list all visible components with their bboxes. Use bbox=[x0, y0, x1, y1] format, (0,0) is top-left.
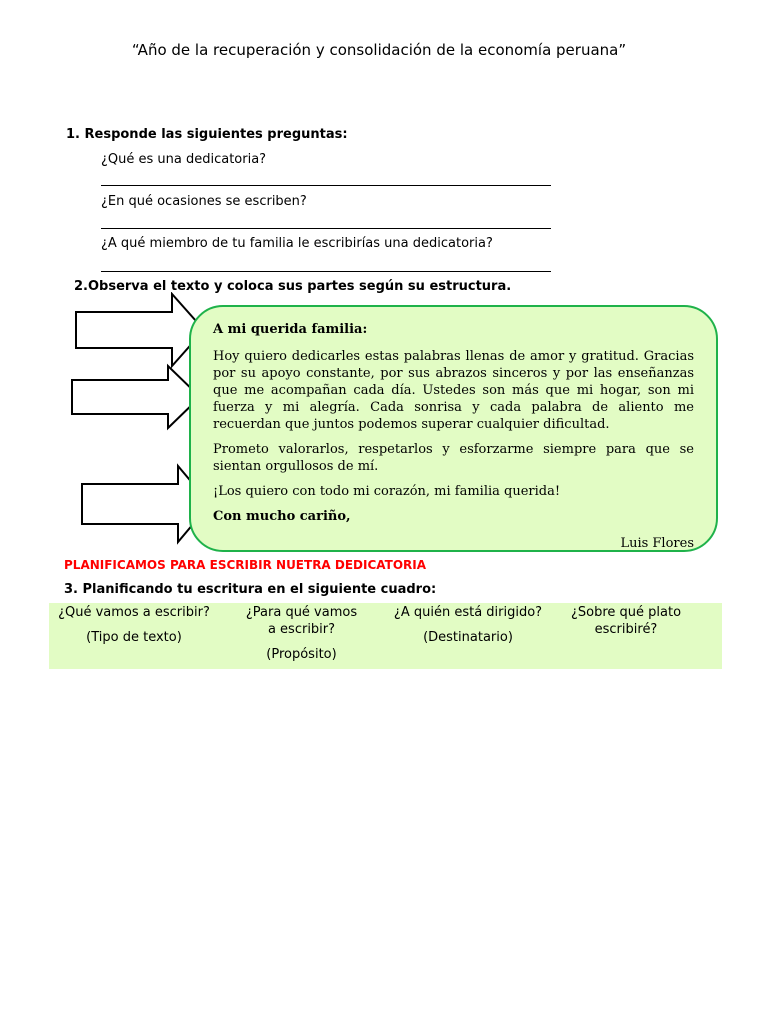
answer-line-2[interactable] bbox=[101, 228, 551, 229]
letter-closing: Con mucho cariño, bbox=[213, 509, 351, 524]
plan-column-type[interactable] bbox=[49, 604, 219, 646]
question-1: ¿Qué es una dedicatoria? bbox=[101, 152, 267, 167]
letter-greeting: A mi querida familia: bbox=[213, 322, 368, 337]
plan-column-purpose[interactable] bbox=[219, 604, 384, 663]
letter-card bbox=[189, 305, 718, 552]
plan-column-recipient[interactable] bbox=[384, 604, 552, 646]
letter-paragraph: ¡Los quiero con todo mi corazón, mi familia querida! bbox=[213, 484, 561, 499]
section2-heading: 2.Observa el texto y coloca sus partes según su estructura. bbox=[74, 279, 512, 294]
document-title: “Año de la recuperación y consolidación de la economía peruana” bbox=[131, 41, 627, 59]
plan-column-topic[interactable] bbox=[552, 604, 700, 638]
answer-line-3[interactable] bbox=[101, 271, 551, 272]
plan-column-hint: (Propósito) bbox=[266, 647, 337, 662]
plan-column-question: ¿Qué vamos a escribir? bbox=[58, 605, 210, 620]
question-2: ¿En qué ocasiones se escriben? bbox=[101, 194, 307, 209]
question-3: ¿A qué miembro de tu familia le escribirías una dedicatoria? bbox=[101, 236, 493, 251]
plan-column-hint: (Tipo de texto) bbox=[86, 630, 182, 645]
planning-section-title: PLANIFICAMOS PARA ESCRIBIR NUETRA DEDICATORIA bbox=[64, 558, 427, 572]
section1-heading: 1. Responde las siguientes preguntas: bbox=[66, 127, 348, 142]
section3-heading: 3. Planificando tu escritura en el siguiente cuadro: bbox=[64, 582, 437, 597]
arrow-right-icon bbox=[64, 360, 204, 440]
letter-paragraph: Hoy quiero dedicarles estas palabras llenas de amor y gratitud. Gracias por su apoyo constante, por sus abrazos sinceros y por las enseñanzas que me acompañan cada día. Ustedes son más que mi hogar, son mi fuerza y mi alegría. Cada sonrisa y cada palabra de aliento me recuerdan que juntos podemos superar cualquier dificultad. bbox=[213, 349, 694, 432]
answer-line-1[interactable] bbox=[101, 185, 551, 186]
planning-table bbox=[49, 603, 722, 669]
letter-signature: Luis Flores bbox=[620, 536, 694, 551]
plan-column-question: ¿A quién está dirigido? bbox=[393, 605, 543, 620]
plan-column-hint: (Destinatario) bbox=[423, 630, 513, 645]
letter-paragraph: Prometo valorarlos, respetarlos y esforzarme siempre para que se sientan orgullosos de mí. bbox=[213, 442, 694, 474]
plan-column-question: ¿Para qué vamos a escribir? bbox=[245, 605, 358, 637]
plan-column-question: ¿Sobre qué plato escribiré? bbox=[570, 605, 682, 637]
